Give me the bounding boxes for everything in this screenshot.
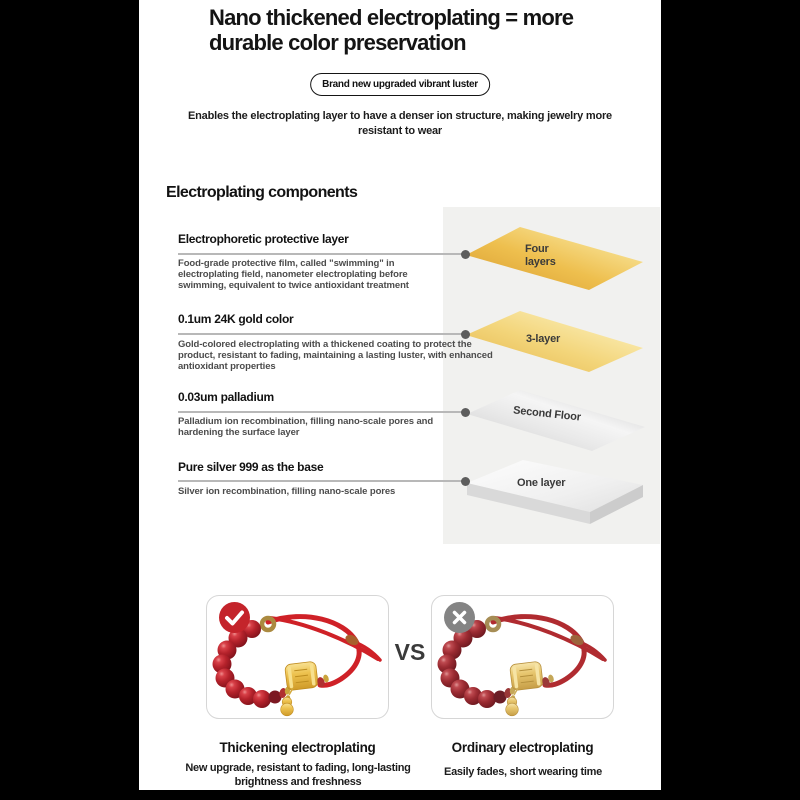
right-card-title: Ordinary electroplating (451, 740, 594, 755)
ordinary-plating-card (431, 595, 614, 719)
connector-dot-4 (461, 477, 470, 486)
layer-label-second-floor: Second Floor (512, 404, 582, 424)
left-card-title: Thickening electroplating (219, 740, 376, 755)
connector-line-1 (178, 253, 466, 255)
connector-line-4 (178, 480, 466, 482)
left-card-description: New upgrade, resistant to fading, long-lasting brightness and freshness (185, 762, 411, 788)
thickening-plating-card (206, 595, 389, 719)
connector-line-2 (178, 333, 466, 335)
component-title-2: 0.1um 24K gold color (178, 312, 294, 326)
component-title-3: 0.03um palladium (178, 390, 274, 404)
x-icon (444, 602, 475, 633)
connector-dot-1 (461, 250, 470, 259)
component-title-4: Pure silver 999 as the base (178, 460, 324, 474)
component-title-1: Electrophoretic protective layer (178, 232, 349, 246)
component-description-4: Silver ion recombination, filling nano-scale pores (178, 486, 396, 497)
connector-line-3 (178, 411, 466, 413)
connector-dot-2 (461, 330, 470, 339)
layer-label-one-layer: One layer (517, 477, 566, 489)
check-icon (219, 602, 250, 633)
upgrade-badge: Brand new upgraded vibrant luster (310, 73, 490, 96)
content-column (139, 0, 661, 790)
component-description-3: Palladium ion recombination, filling nano-scale pores and hardening the surface layer (178, 416, 434, 438)
layer-label-four-layers: Four layers (525, 243, 556, 268)
right-card-description: Easily fades, short wearing time (444, 766, 602, 778)
page-subtitle: Enables the electroplating layer to have a denser ion structure, making jewelry more resistant to wear (188, 110, 612, 137)
page-title: Nano thickened electroplating = more durable color preservation (209, 5, 574, 55)
layer-shape-one-layer (467, 460, 643, 524)
layer-label-3-layer: 3-layer (526, 333, 561, 345)
component-description-2: Gold-colored electroplating with a thickened coating to protect the product, resistant to fading, maintaining a lasting luster, with enhanced antioxidant properties (178, 339, 493, 372)
components-heading: Electroplating components (166, 184, 358, 201)
component-description-1: Food-grade protective film, called "swimming" in electroplating field, nanometer electroplating before swimming, equivalent to twice antioxidant treatment (178, 258, 409, 291)
vs-label: VS (394, 639, 426, 665)
